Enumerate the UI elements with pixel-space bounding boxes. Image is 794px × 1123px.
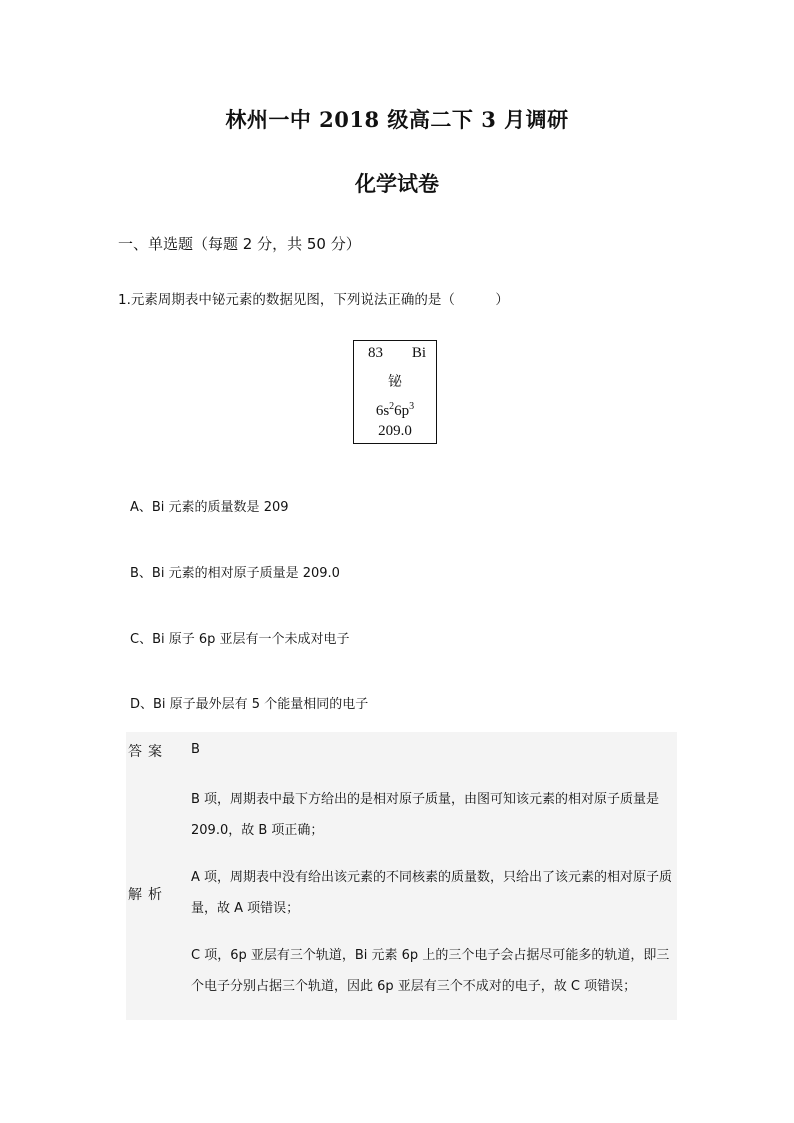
element-name: 铋 <box>388 374 402 390</box>
question-stem: 1.元素周期表中铋元素的数据见图，下列说法正确的是（ ） <box>118 292 509 308</box>
option-a: A、Bi 元素的质量数是 209 <box>130 500 289 515</box>
element-symbol: Bi <box>411 345 426 361</box>
option-c: C、Bi 原子 6p 亚层有一个未成对电子 <box>130 632 350 647</box>
exam-subtitle: 化学试卷 <box>355 171 439 196</box>
analysis-paragraph: A 项，周期表中没有给出该元素的不同核素的质量数，只给出了该元素的相对原子质量，故 A 项错误； <box>191 870 673 916</box>
answer-value: B <box>191 742 200 757</box>
option-b: B、Bi 元素的相对原子质量是 209.0 <box>130 566 340 581</box>
analysis-paragraph: C 项，6p 亚层有三个轨道，Bi 元素 6p 上的三个电子会占据尽可能多的轨道，即三个电子分别占据三个轨道，因此 6p 亚层有三个不成对的电子，故 C 项错误； <box>191 948 670 994</box>
answer-label: 答案 <box>128 744 168 760</box>
answer-panel <box>126 732 677 1020</box>
atomic-mass: 209.0 <box>378 423 412 439</box>
analysis-paragraph: B 项，周期表中最下方给出的是相对原子质量，由图可知该元素的相对原子质量是 209.0，故 B 项正确； <box>191 792 660 838</box>
exam-title: 林州一中 2018 级高二下 3 月调研 <box>225 107 569 132</box>
section-heading: 一、单选题（每题 2 分，共 50 分） <box>118 235 361 253</box>
electron-configuration: $6s^26p^3$ <box>375 401 415 419</box>
periodic-element-card <box>353 340 437 444</box>
analysis-label: 解析 <box>128 887 168 903</box>
atomic-number: 83 <box>368 345 383 361</box>
option-d: D、Bi 原子最外层有 5 个能量相同的电子 <box>130 697 369 712</box>
